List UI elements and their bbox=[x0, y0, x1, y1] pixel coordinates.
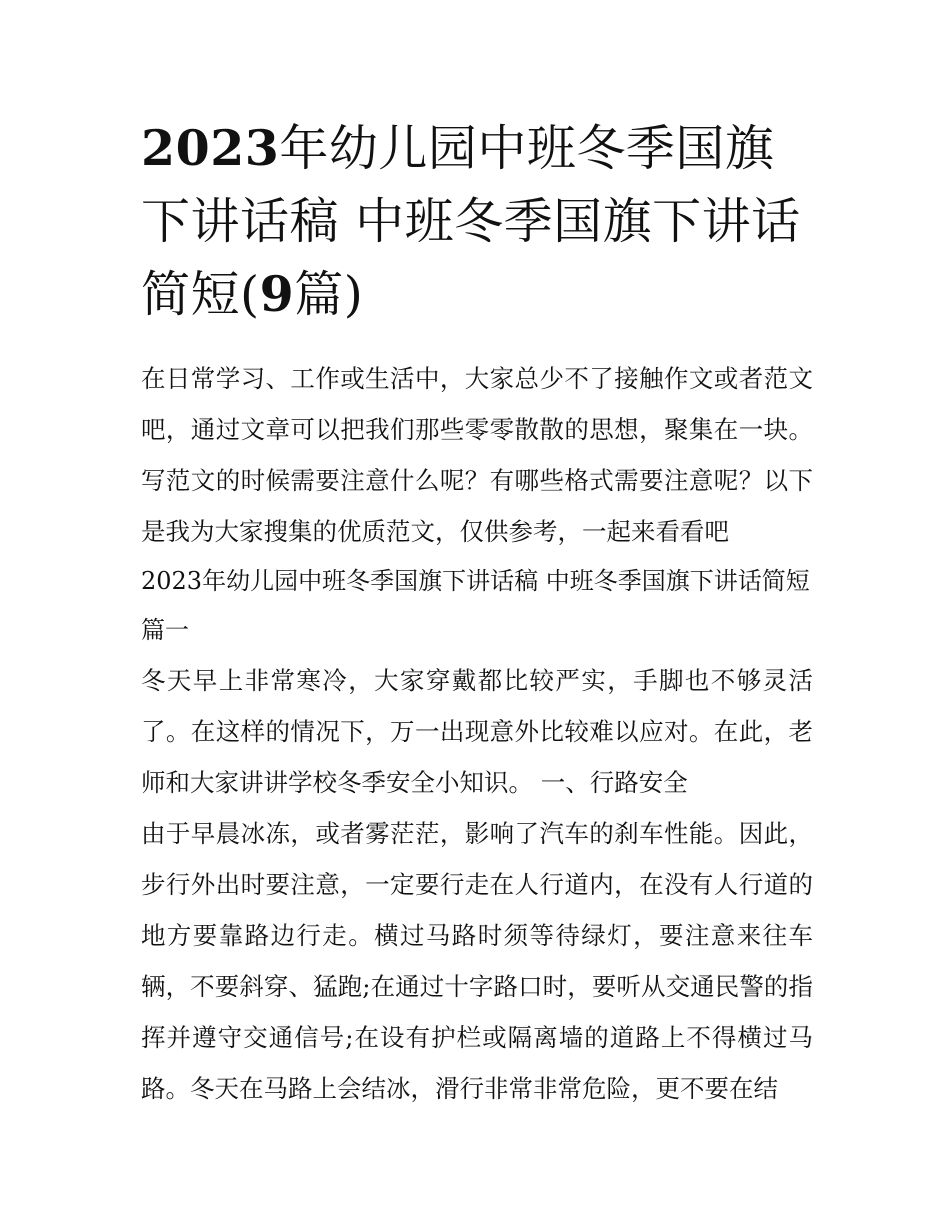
title-year: 2023 bbox=[141, 119, 280, 177]
title-suffix: 篇) bbox=[294, 266, 364, 323]
title-text: 年幼儿园中班冬季国旗下讲话稿 中班冬季国旗下讲话简短( bbox=[141, 120, 801, 323]
title-count: 9 bbox=[259, 265, 295, 323]
document-title bbox=[141, 112, 813, 331]
section-heading: 2023年幼儿园中班冬季国旗下讲话稿 中班冬季国旗下讲话简短篇一 bbox=[141, 567, 810, 644]
body-paragraph: 冬天早上非常寒冷，大家穿戴都比较严实，手脚也不够灵活了。在这样的情况下，万一出现意外比较难以应对。在此，老师和大家讲讲学校冬季安全小知识。 一、行路安全 bbox=[141, 666, 813, 797]
intro-paragraph: 在日常学习、工作或生活中，大家总少不了接触作文或者范文吧，通过文章可以把我们那些零零散散的思想，聚集在一块。写范文的时候需要注意什么呢？有哪些格式需要注意呢？以下是我为大家搜集的优质范文，仅供参考，一起来看看吧 bbox=[141, 364, 813, 546]
document-body bbox=[141, 353, 813, 1114]
body-paragraph: 由于早晨冰冻，或者雾茫茫，影响了汽车的刹车性能。因此，步行外出时要注意，一定要行走在人行道内，在没有人行道的地方要靠路边行走。横过马路时须等待绿灯，要注意来往车辆，不要斜穿、猛跑;在通过十字路口时，要听从交通民警的指挥并遵守交通信号;在设有护栏或隔离墙的道路上不得横过马路。冬天在马路上会结冰，滑行非常非常危险，更不要在结 bbox=[141, 819, 813, 1103]
document-page bbox=[141, 112, 813, 1114]
